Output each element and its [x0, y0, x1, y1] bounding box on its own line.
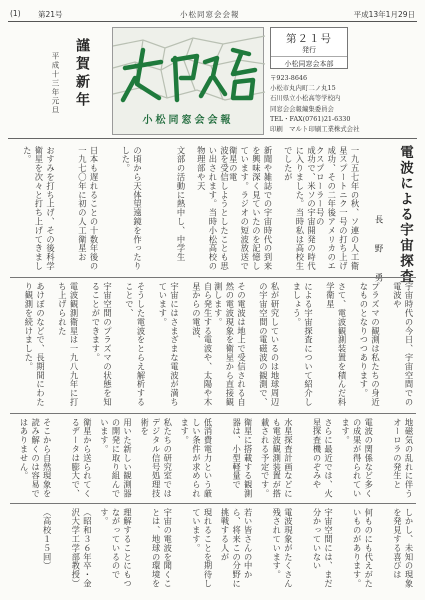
article-text-column: （高校１５回）	[42, 508, 53, 571]
new-year-greeting	[40, 38, 102, 134]
greeting-title: 謹賀新年	[74, 38, 90, 110]
article-text-column: 自ら発生する電波や、太陽や木星からの電波、	[191, 282, 213, 407]
article-text-column: 宇宙空間のプラズマの状態を知ることができます。	[90, 282, 113, 407]
article-text-column: あけぼのなどで、長期間にわたり観測を続けました。	[23, 282, 46, 407]
article-text-column: その電波は地上で受信される自然の電波現象を衛星から直接観測します。	[213, 282, 247, 407]
publisher-address	[270, 73, 420, 134]
article-text-column: 電波現象がたくさん残されています。	[271, 508, 294, 589]
article-text-column: 電波の関係など多くの成果が得られています。	[340, 418, 374, 499]
article-text-column: 用いた新しい観測器の開発に取り組んでいます。	[99, 418, 133, 499]
issue-box-organization: 小松同窓会本部	[271, 56, 347, 69]
article-text-column: 電波観測衛星は一九八九年に打ち上げられた	[57, 282, 79, 407]
street-address: 小松市丸内町二ノ丸15	[270, 84, 336, 93]
issue-number: 第21号	[38, 10, 63, 19]
running-header	[8, 6, 417, 22]
article-author: 長 野 勇	[373, 215, 383, 288]
masthead-subtitle: 小松同窓会会報	[142, 115, 234, 126]
article-text-column: による宇宙探査について紹介しましょう。	[291, 282, 314, 407]
article-text-column: 衛星から送られてくるデータは膨大で、	[70, 418, 93, 499]
article-text-column: の頃から天体望遠鏡を作ったりした。	[120, 146, 143, 271]
article-text-column: 低消費電力という厳しい条件が求められます。	[179, 418, 213, 499]
article-text-column: 地磁気の乱れに伴うオーロラの発生と	[392, 418, 414, 499]
newsletter-title: 小松同窓会会報	[180, 10, 240, 19]
article-text-column: そこから自然現象を読み解くのは容易ではありません。	[19, 418, 53, 499]
postal-code: 〒923-8646	[270, 74, 308, 82]
article-text-column: 衛星に搭載する観測器は、小型軽量で	[231, 418, 254, 499]
phone-fax: TEL・FAX(0761)21-6330	[270, 114, 351, 123]
greeting-date: 平成十三年元旦	[51, 52, 60, 115]
column-divider	[10, 277, 416, 278]
article-text-column: 宇宙空間には、まだ分かっていない	[311, 508, 334, 589]
article-text-column: 宇宙の電波を聞くことは、地球の環境を	[151, 508, 173, 589]
header-divider	[8, 21, 417, 22]
article-text-column: 新聞や雑誌での宇宙時代の到来を興味深く見ていたのを記憶しています。ラジオの短波放送で衛星の電	[228, 146, 273, 271]
article-text-column: 私たちの研究室ではデジタル信号処理技術を	[139, 418, 173, 499]
article-text-column: さて、電波観測装置を積んだ科学衛星	[325, 282, 347, 407]
article-headline: 電波による宇宙探査	[397, 145, 413, 285]
article-text-column: 現れることを期待しています。	[191, 508, 213, 589]
printer-name: 印刷 マルト印刷工業株式会社	[270, 125, 360, 134]
page-number: (1)	[10, 9, 21, 18]
issue-box-published: 発行	[302, 46, 316, 54]
column-divider	[10, 413, 416, 414]
article-text-column: さらに最近では、火星探査機のぞみや	[311, 418, 334, 499]
article-text-column: 宇宙にはさまざまな電波が満ちています。	[157, 282, 180, 407]
article-text-column: しかし、未知の現象を発見する喜びは	[392, 508, 414, 589]
article-text-column: 水星探査計画などにも電波観測装置が搭載される予定です。	[260, 418, 294, 499]
article-text-column: 私が研究しているのは地球周辺の宇宙空間の電磁波の観測で、	[258, 282, 280, 407]
masthead-divider	[8, 138, 417, 139]
issue-info-box	[270, 27, 348, 69]
school-address: 石川県立小松高等学校内	[270, 94, 341, 103]
article-text-column: 宇宙時代の今日、宇宙空間での電波や	[392, 282, 414, 407]
article-text-column: そうした電波をとらえ解析することで、	[124, 282, 146, 407]
editorial-committee: 同窓会会報編集委員会	[270, 104, 334, 113]
article-text-column: 若い皆さんの中から、将来この分野に挑戦する人が	[220, 508, 254, 589]
article-text-column: 成功で、米ソの宇宙開発の時代に入りました。当時私は高校生でしたが	[283, 146, 317, 271]
article-text-column: （昭和３６年卒・金沢大学工学部教授）	[70, 508, 93, 589]
column-divider	[10, 503, 416, 504]
article-text-column: 何ものにも代えがたいものがあります。	[352, 508, 374, 589]
masthead-logo	[112, 27, 264, 135]
article-text-column: 一九五七年の秋、ソ連の人工衛星スプートニク一号の打ち上げ成功、その二年後アメリカのエクスプローラー号の	[315, 146, 360, 271]
article-text-column: 波を受信しようとしたことも思い出されます。当時小松高校の物理部や天	[196, 146, 230, 271]
issue-box-number: 第２１号	[286, 33, 332, 45]
article-text-column: おすみを打ち上げ、その後科学衛星を次々と打ち上げてきました。	[22, 146, 56, 271]
article-text-column: 理解することにもつながっているのです。	[99, 508, 133, 589]
article-text-column: プラズマの観測は私たちの身近なものとなりつつあります。	[358, 282, 381, 407]
article-text-column: 文部の活動に熱中し、中学生	[176, 146, 186, 262]
publication-date: 平成13年1月29日	[353, 10, 415, 19]
article-text-column: 日本も遅れることの十数年後の一九七〇年に初の人工衛星お	[77, 146, 99, 271]
